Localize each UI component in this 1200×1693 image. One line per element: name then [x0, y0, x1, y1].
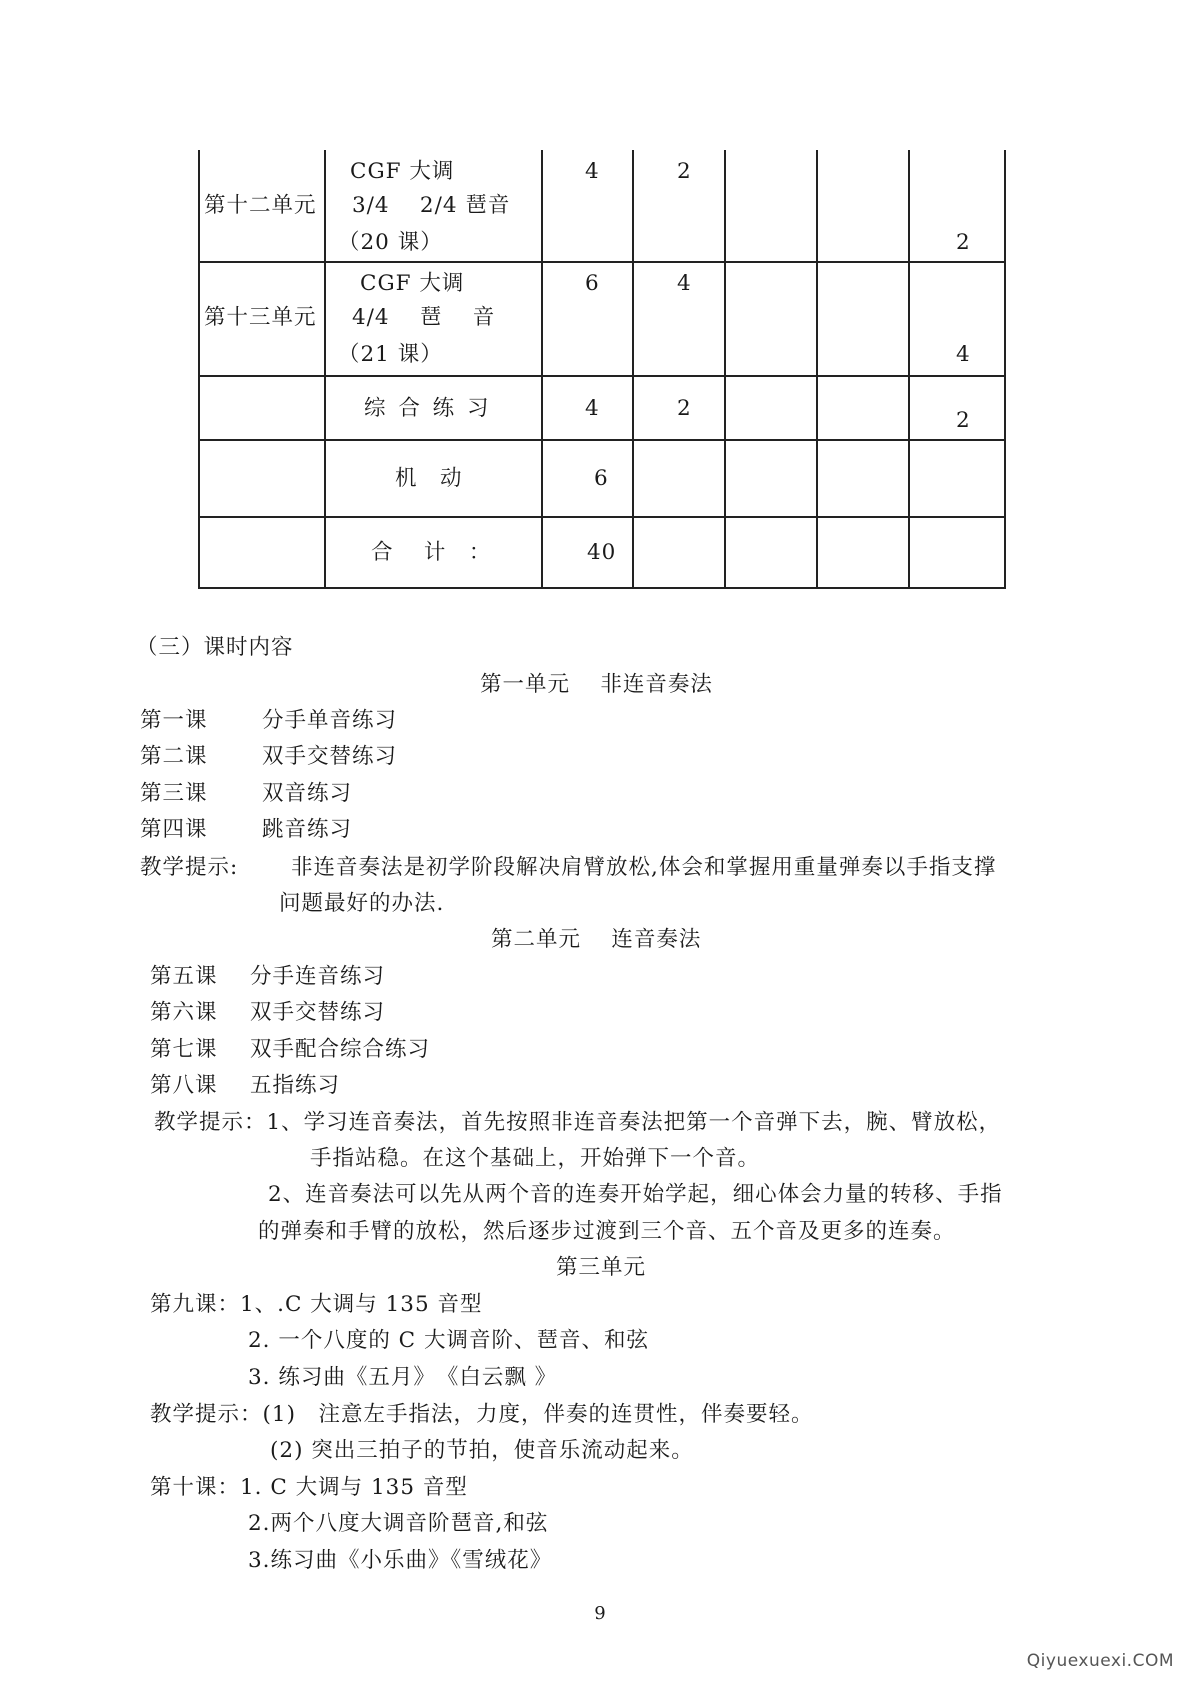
lesson-text: 分手单音练习 [262, 708, 398, 733]
table-border-left [198, 150, 200, 589]
table-border-right [1004, 150, 1006, 589]
table-cell-value: 4 [956, 342, 971, 367]
lesson-text: 双手交替练习 [250, 1000, 386, 1025]
lesson-label: 第四课 [140, 817, 208, 842]
lesson-hours-table [198, 150, 1006, 589]
lesson-label: 第六课 [150, 1000, 218, 1025]
table-cell-content: 合 计 ： [371, 540, 492, 565]
table-cell-content-line: （20 课） [338, 230, 443, 255]
table-col-divider-4 [724, 150, 726, 589]
lesson-label: 第八课 [150, 1073, 218, 1098]
table-col-divider-1 [324, 150, 326, 589]
lesson-text: 跳音练习 [262, 817, 353, 842]
lesson-label: 第三课 [140, 781, 208, 806]
teaching-tip-text: 的弹奏和手臂的放松，然后逐步过渡到三个音、五个音及更多的连奏。 [258, 1219, 956, 1244]
table-cell-content: 机 动 [395, 466, 463, 491]
lesson-text: 分手连音练习 [250, 964, 386, 989]
page-number: 9 [594, 1603, 606, 1624]
table-col-divider-6 [908, 150, 910, 589]
table-col-divider-2 [541, 150, 543, 589]
lesson-9-line: 第九课：1、.C 大调与 135 音型 [150, 1292, 483, 1317]
teaching-tip-label: 教学提示: [140, 855, 239, 880]
site-watermark: Qiyuexuexi.COM [1026, 1651, 1174, 1671]
table-border-bottom [198, 587, 1006, 589]
table-cell-content-line: CGF 大调 [360, 271, 465, 296]
lesson-text: 双手配合综合练习 [250, 1037, 431, 1062]
lesson-label: 第二课 [140, 744, 208, 769]
table-row-divider-2 [198, 375, 1006, 377]
unit-1-title: 第一单元 非连音奏法 [480, 672, 713, 697]
lesson-9-line: 3. 练习曲《五月》 《白云飘 》 [248, 1365, 558, 1390]
table-cell-content: 综 合 练 习 [364, 396, 492, 421]
unit-3-title: 第三单元 [556, 1255, 647, 1280]
table-col-divider-3 [632, 150, 634, 589]
unit-2-title: 第二单元 连音奏法 [491, 927, 702, 952]
table-row-divider-1 [198, 261, 1006, 263]
table-cell-value: 2 [677, 159, 692, 184]
table-cell-content-line: CGF 大调 [350, 159, 455, 184]
teaching-tip-text: 问题最好的办法. [279, 891, 445, 916]
teaching-tip-text: (2) 突出三拍子的节拍，使音乐流动起来。 [270, 1438, 694, 1463]
teaching-tip-text: 非连音奏法是初学阶段解决肩臂放松,体会和掌握用重量弹奏以手指支撑 [291, 855, 997, 880]
lesson-text: 双音练习 [262, 781, 353, 806]
table-cell-unit: 第十三单元 [204, 305, 317, 330]
table-cell-value: 6 [585, 271, 600, 296]
table-col-divider-5 [816, 150, 818, 589]
lesson-label: 第五课 [150, 964, 218, 989]
lesson-text: 双手交替练习 [262, 744, 398, 769]
table-cell-value: 4 [585, 396, 600, 421]
teaching-tip-text: 教学提示：1、学习连音奏法，首先按照非连音奏法把第一个音弹下去，腕、臂放松， [154, 1110, 1002, 1135]
table-cell-unit: 第十二单元 [204, 193, 317, 218]
table-cell-content-line: 4/4 琶 音 [352, 305, 496, 330]
teaching-tip-text: 手指站稳。在这个基础上，开始弹下一个音。 [310, 1146, 761, 1171]
table-cell-value: 40 [587, 540, 617, 565]
teaching-tip-text: 2、连音奏法可以先从两个音的连奏开始学起，细心体会力量的转移、手指 [268, 1182, 1003, 1207]
lesson-10-line: 第十课：1. C 大调与 135 音型 [150, 1475, 468, 1500]
table-cell-value: 4 [677, 271, 692, 296]
teaching-tip-text: 教学提示：(1) 注意左手指法，力度，伴奏的连贯性，伴奏要轻。 [150, 1402, 814, 1427]
table-cell-value: 6 [594, 466, 609, 491]
section-heading: （三）课时内容 [136, 635, 294, 660]
lesson-10-line: 3.练习曲《小乐曲》《雪绒花》 [248, 1548, 553, 1573]
lesson-10-line: 2.两个八度大调音阶琶音,和弦 [248, 1511, 549, 1536]
table-cell-value: 2 [677, 396, 692, 421]
table-row-divider-4 [198, 516, 1006, 518]
table-cell-content-line: 3/4 2/4 琶音 [352, 193, 511, 218]
table-cell-value: 2 [956, 230, 971, 255]
table-cell-value: 2 [956, 408, 971, 433]
lesson-label: 第七课 [150, 1037, 218, 1062]
table-row-divider-3 [198, 439, 1006, 441]
table-cell-value: 4 [585, 159, 600, 184]
table-cell-content-line: （21 课） [338, 342, 443, 367]
lesson-text: 五指练习 [250, 1073, 341, 1098]
lesson-9-line: 2. 一个八度的 C 大调音阶、琶音、和弦 [248, 1328, 649, 1353]
lesson-label: 第一课 [140, 708, 208, 733]
